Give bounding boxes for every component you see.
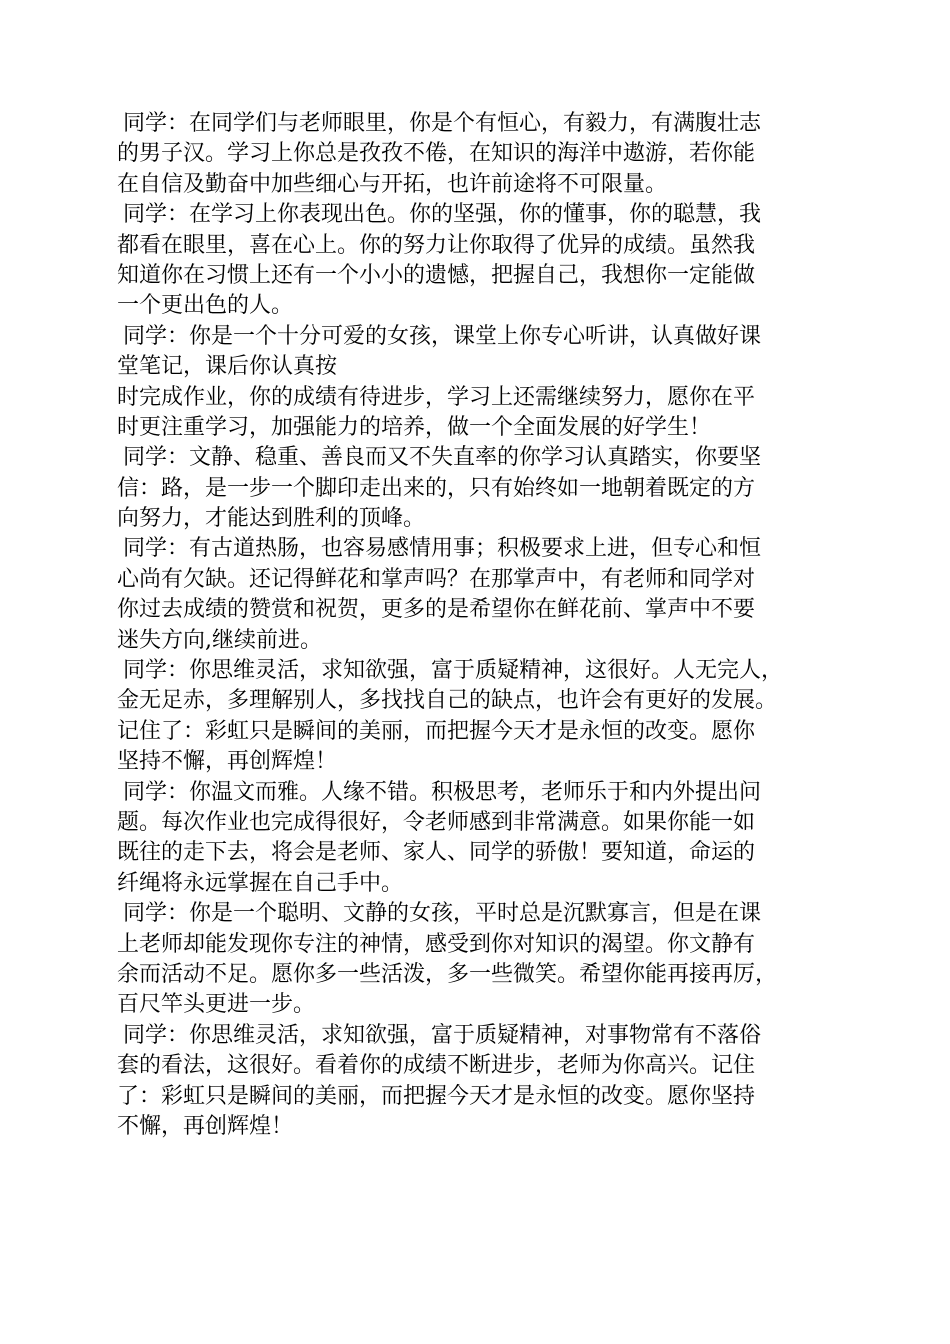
comment-paragraph [117, 778, 837, 900]
comment-line: 迷失方向,继续前进。 [117, 627, 322, 653]
comment-line: 上老师却能发现你专注的神情，感受到你对知识的渴望。你文静有 [117, 931, 756, 957]
comment-line: 同学：文静、稳重、善良而又不失直率的你学习认真踏实，你要坚 [123, 445, 762, 471]
comment-line: 余而活动不足。愿你多一些活泼，多一些微笑。希望你能再接再厉， [117, 961, 778, 987]
comment-line: 记住了：彩虹只是瞬间的美丽，而把握今天才是永恒的改变。愿你 [117, 718, 756, 744]
comment-line: 信：路，是一步一个脚印走出来的，只有始终如一地朝着既定的方 [117, 475, 756, 501]
comment-line: 套的看法，这很好。看着你的成绩不断进步，老师为你高兴。记住 [117, 1053, 756, 1079]
comment-paragraph [117, 200, 837, 322]
comment-paragraph [117, 656, 837, 778]
comment-line: 在自信及勤奋中加些细心与开拓，也许前途将不可限量。 [117, 171, 668, 197]
comment-line: 了：彩虹只是瞬间的美丽，而把握今天才是永恒的改变。愿你坚持 [117, 1083, 756, 1109]
comment-line: 同学：你思维灵活，求知欲强，富于质疑精神，对事物常有不落俗 [123, 1022, 762, 1048]
comment-line: 纤绳将永远掌握在自己手中。 [117, 870, 404, 896]
comment-line: 的男子汉。学习上你总是孜孜不倦，在知识的海洋中遨游，若你能 [117, 141, 756, 167]
comment-line: 百尺竿头更进一步。 [117, 992, 316, 1018]
comment-line: 同学：你思维灵活，求知欲强，富于质疑精神，这很好。人无完人， [123, 658, 784, 684]
comment-line: 你过去成绩的赞赏和祝贺，更多的是希望你在鲜花前、掌声中不要 [117, 597, 756, 623]
comment-paragraph [117, 109, 837, 200]
comment-line: 坚持不懈，再创辉煌！ [117, 749, 338, 775]
comment-paragraph [117, 534, 837, 656]
comment-paragraph [117, 322, 837, 444]
comment-line: 时完成作业，你的成绩有待进步，学习上还需继续努力，愿你在平 [117, 384, 756, 410]
comment-line: 同学：你温文而雅。人缘不错。积极思考，老师乐于和内外提出问 [123, 779, 762, 805]
comment-line: 堂笔记，课后你认真按 [117, 354, 338, 380]
comment-line: 题。每次作业也完成得很好，令老师感到非常满意。如果你能一如 [117, 809, 756, 835]
comment-line: 都看在眼里，喜在心上。你的努力让你取得了优异的成绩。虽然我 [117, 232, 756, 258]
comment-line: 时更注重学习，加强能力的培养，做一个全面发展的好学生！ [117, 414, 712, 440]
comment-line: 知道你在习惯上还有一个小小的遗憾，把握自己，我想你一定能做 [117, 262, 756, 288]
comment-line: 不懈，再创辉煌！ [117, 1113, 294, 1139]
comment-text-block [117, 109, 837, 1142]
comment-line: 同学：你是一个聪明、文静的女孩，平时总是沉默寡言，但是在课 [123, 901, 762, 927]
comment-line: 向努力，才能达到胜利的顶峰。 [117, 506, 426, 532]
comment-paragraph [117, 443, 837, 534]
comment-paragraph [117, 1021, 837, 1143]
comment-line: 一个更出色的人。 [117, 293, 294, 319]
comment-line: 同学：你是一个十分可爱的女孩，课堂上你专心听讲，认真做好课 [123, 323, 762, 349]
comment-line: 金无足赤，多理解别人，多找找自己的缺点，也许会有更好的发展。 [117, 688, 778, 714]
comment-paragraph [117, 899, 837, 1021]
comment-line: 心尚有欠缺。还记得鲜花和掌声吗？在那掌声中，有老师和同学对 [117, 566, 756, 592]
comment-line: 同学：在同学们与老师眼里，你是个有恒心，有毅力，有满腹壮志 [123, 111, 762, 136]
comment-line: 同学：在学习上你表现出色。你的坚强，你的懂事，你的聪慧，我 [123, 202, 762, 228]
comment-line: 既往的走下去，将会是老师、家人、同学的骄傲！要知道，命运的 [117, 840, 756, 866]
comment-line: 同学：有古道热肠，也容易感情用事；积极要求上进，但专心和恒 [123, 536, 762, 562]
